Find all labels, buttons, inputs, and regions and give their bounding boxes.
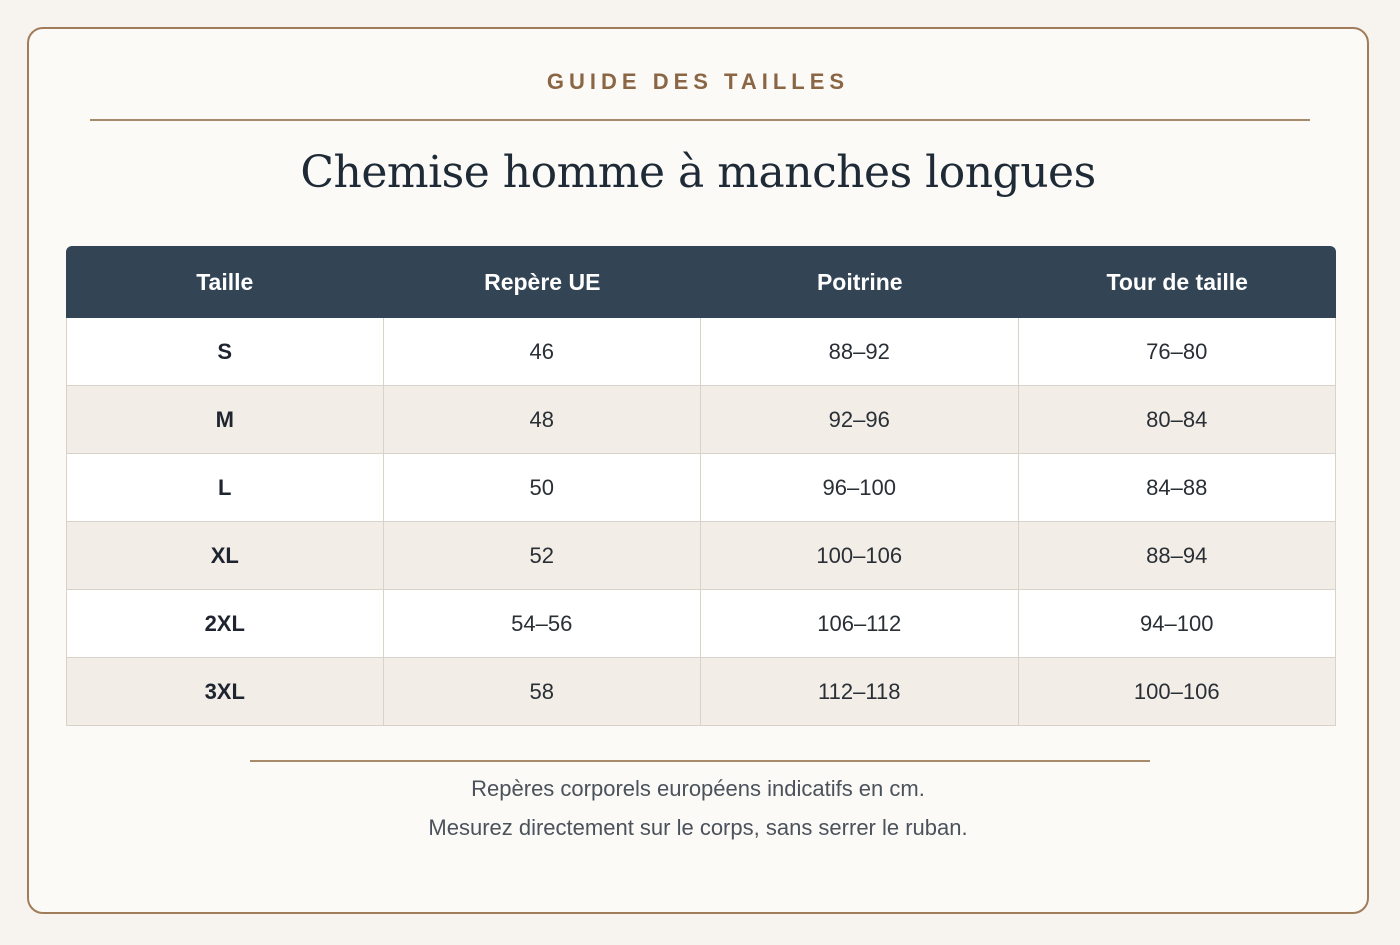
footnote-units: Repères corporels européens indicatifs en cm.: [471, 776, 925, 801]
chest-cell: 112–118: [701, 658, 1019, 726]
waist-cell: 94–100: [1019, 590, 1337, 658]
size-cell: XL: [66, 522, 384, 590]
waist-cell: 88–94: [1019, 522, 1337, 590]
waist-cell: 100–106: [1019, 658, 1337, 726]
bottom-divider: [250, 760, 1150, 762]
table-header-row: [66, 246, 1336, 318]
size-guide-card: [27, 27, 1369, 914]
table-row: [66, 590, 1336, 658]
waist-cell: 76–80: [1019, 318, 1337, 386]
size-cell: M: [66, 386, 384, 454]
eu-mark-cell: 54–56: [384, 590, 702, 658]
chest-cell: 92–96: [701, 386, 1019, 454]
eu-mark-cell: 52: [384, 522, 702, 590]
page-title: Chemise homme à manches longues: [300, 147, 1096, 198]
chest-cell: 100–106: [701, 522, 1019, 590]
chest-cell: 88–92: [701, 318, 1019, 386]
table-row: [66, 318, 1336, 386]
size-cell: 3XL: [66, 658, 384, 726]
chest-cell: 106–112: [701, 590, 1019, 658]
table-row: [66, 386, 1336, 454]
waist-cell: 84–88: [1019, 454, 1337, 522]
column-header-waist: Tour de taille: [1019, 246, 1337, 318]
footnote-measuring: Mesurez directement sur le corps, sans serrer le ruban.: [428, 815, 968, 840]
table-row: [66, 522, 1336, 590]
column-header-size: Taille: [66, 246, 384, 318]
column-header-eu-mark: Repère UE: [384, 246, 702, 318]
size-cell: 2XL: [66, 590, 384, 658]
chest-cell: 96–100: [701, 454, 1019, 522]
table-row: [66, 658, 1336, 726]
size-table: [66, 246, 1336, 726]
size-cell: S: [66, 318, 384, 386]
eu-mark-cell: 46: [384, 318, 702, 386]
table-row: [66, 454, 1336, 522]
section-eyebrow: GUIDE DES TAILLES: [546, 69, 850, 94]
top-divider: [90, 119, 1310, 121]
waist-cell: 80–84: [1019, 386, 1337, 454]
eu-mark-cell: 50: [384, 454, 702, 522]
column-header-chest: Poitrine: [701, 246, 1019, 318]
eu-mark-cell: 58: [384, 658, 702, 726]
eu-mark-cell: 48: [384, 386, 702, 454]
size-cell: L: [66, 454, 384, 522]
